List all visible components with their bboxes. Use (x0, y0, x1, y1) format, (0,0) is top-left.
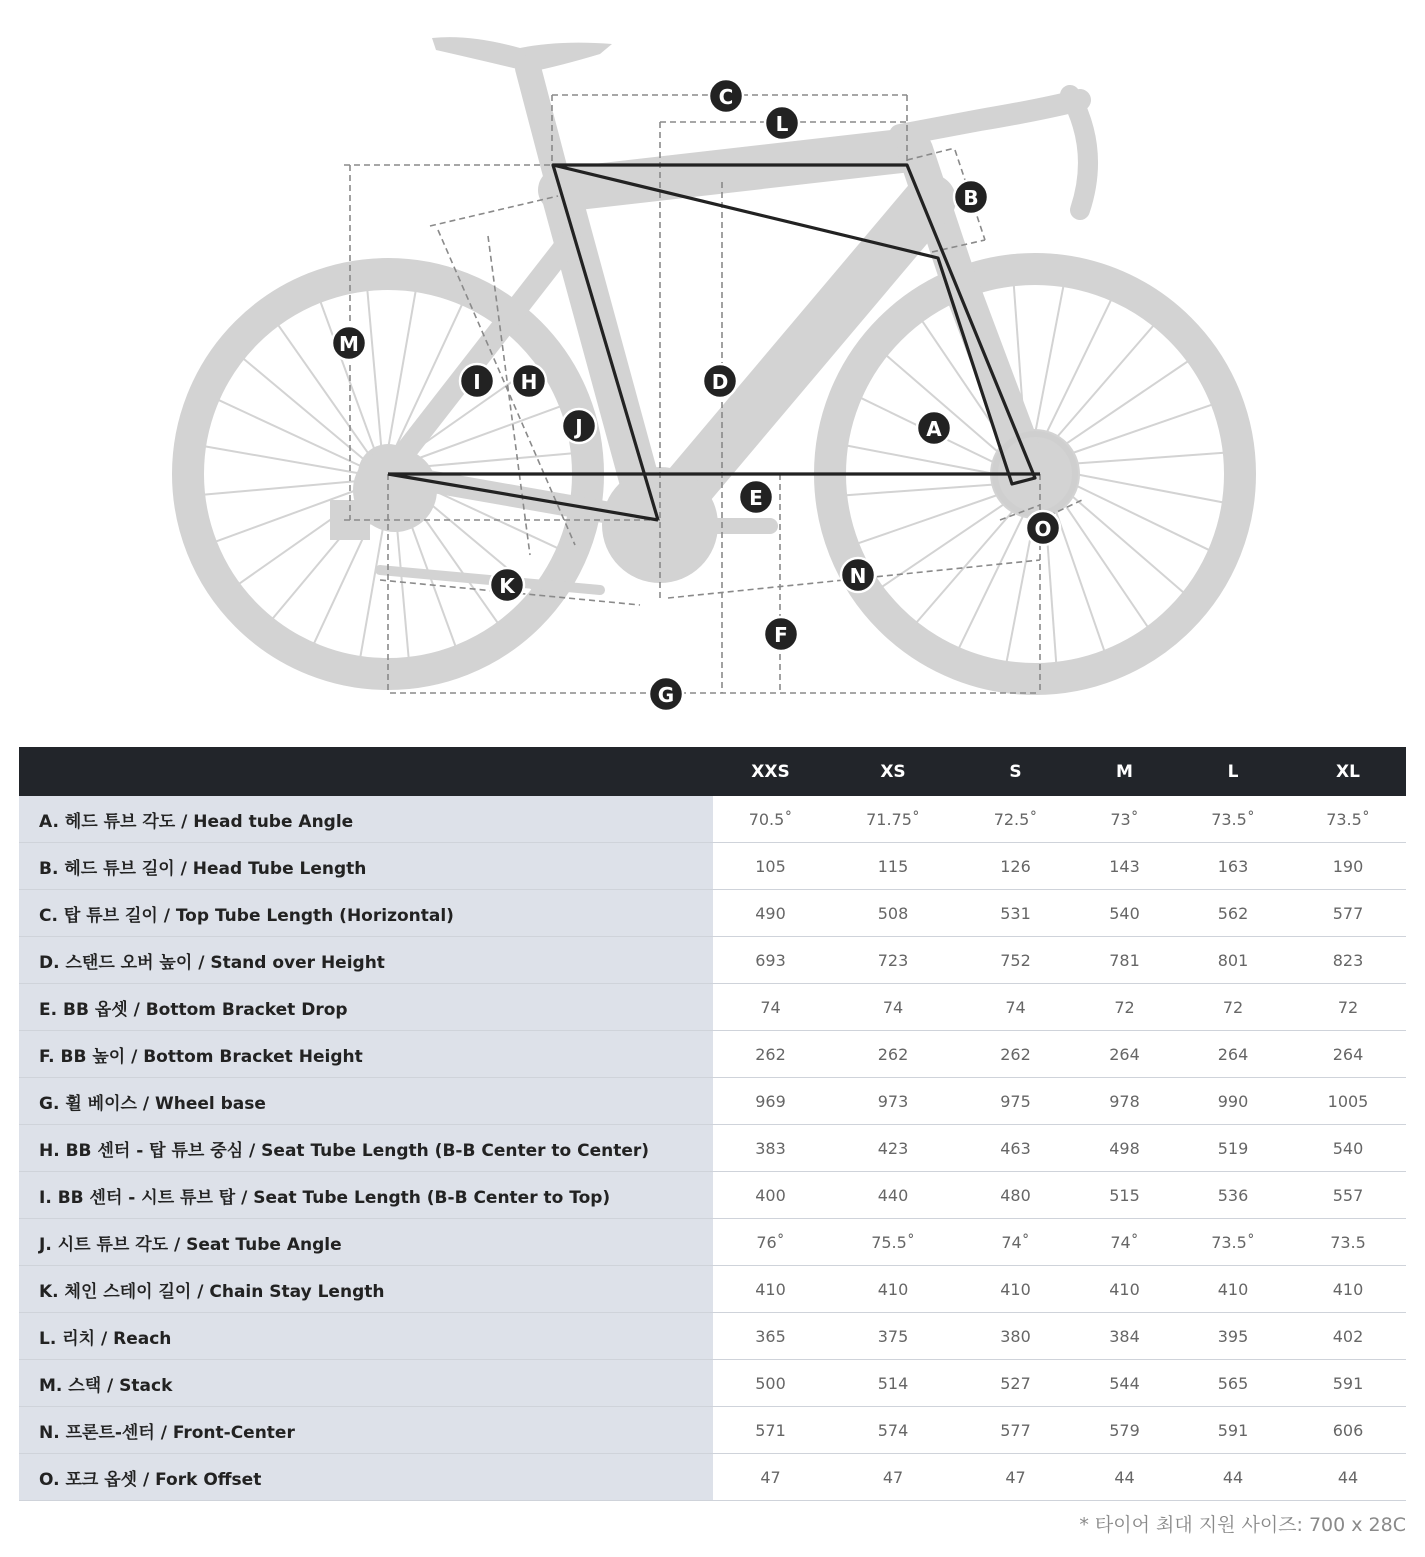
table-row (19, 1031, 1406, 1078)
size-header-l: L (1176, 747, 1290, 796)
label-m (332, 326, 366, 360)
size-header-xxs: XXS (713, 747, 828, 796)
label-j (562, 409, 596, 443)
row-label: N. 프론트-센터 / Front-Center (19, 1407, 713, 1454)
cell-xs: 115 (828, 843, 958, 890)
table-row (19, 1313, 1406, 1360)
cell-l: 73.5˚ (1176, 1219, 1290, 1266)
cell-s: 72.5˚ (958, 796, 1073, 843)
row-label: I. BB 센터 - 시트 튜브 탑 / Seat Tube Length (B-B Center to Top) (19, 1172, 713, 1219)
cell-s: 47 (958, 1454, 1073, 1501)
cell-s: 262 (958, 1031, 1073, 1078)
table-row (19, 984, 1406, 1031)
svg-text:B: B (963, 186, 979, 210)
cell-s: 410 (958, 1266, 1073, 1313)
cell-s: 74 (958, 984, 1073, 1031)
table-row (19, 1454, 1406, 1501)
cell-xxs: 400 (713, 1172, 828, 1219)
row-label: F. BB 높이 / Bottom Bracket Height (19, 1031, 713, 1078)
table-row (19, 1360, 1406, 1407)
label-h (512, 364, 546, 398)
cell-m: 74˚ (1073, 1219, 1176, 1266)
size-header-s: S (958, 747, 1073, 796)
cell-m: 515 (1073, 1172, 1176, 1219)
cell-s: 752 (958, 937, 1073, 984)
cell-l: 410 (1176, 1266, 1290, 1313)
table-row (19, 1172, 1406, 1219)
cell-s: 577 (958, 1407, 1073, 1454)
row-label: K. 체인 스테이 길이 / Chain Stay Length (19, 1266, 713, 1313)
cell-xl: 44 (1290, 1454, 1406, 1501)
svg-text:L: L (775, 112, 789, 136)
cell-l: 536 (1176, 1172, 1290, 1219)
bike-geometry-diagram (0, 0, 1425, 730)
cell-xl: 73.5˚ (1290, 796, 1406, 843)
cell-xs: 423 (828, 1125, 958, 1172)
cell-xxs: 571 (713, 1407, 828, 1454)
cell-m: 410 (1073, 1266, 1176, 1313)
size-header-m: M (1073, 747, 1176, 796)
svg-text:G: G (657, 683, 675, 707)
row-label: G. 휠 베이스 / Wheel base (19, 1078, 713, 1125)
table-row (19, 890, 1406, 937)
cell-xl: 190 (1290, 843, 1406, 890)
svg-text:E: E (749, 486, 763, 510)
cell-xxs: 383 (713, 1125, 828, 1172)
cell-s: 531 (958, 890, 1073, 937)
cell-xs: 262 (828, 1031, 958, 1078)
label-l (765, 106, 799, 140)
cell-s: 74˚ (958, 1219, 1073, 1266)
label-n (841, 558, 875, 592)
cell-s: 527 (958, 1360, 1073, 1407)
row-label: E. BB 옵셋 / Bottom Bracket Drop (19, 984, 713, 1031)
svg-text:I: I (473, 370, 481, 394)
cell-xxs: 410 (713, 1266, 828, 1313)
svg-text:F: F (774, 623, 788, 647)
table-row (19, 1078, 1406, 1125)
cell-xxs: 47 (713, 1454, 828, 1501)
cell-xs: 574 (828, 1407, 958, 1454)
cell-xl: 540 (1290, 1125, 1406, 1172)
cell-m: 498 (1073, 1125, 1176, 1172)
cell-m: 143 (1073, 843, 1176, 890)
cell-m: 73˚ (1073, 796, 1176, 843)
cell-l: 591 (1176, 1407, 1290, 1454)
cell-l: 801 (1176, 937, 1290, 984)
svg-text:N: N (849, 564, 867, 588)
bike-silhouette (330, 37, 1088, 590)
cell-m: 781 (1073, 937, 1176, 984)
cell-l: 73.5˚ (1176, 796, 1290, 843)
size-header-xs: XS (828, 747, 958, 796)
cell-xs: 75.5˚ (828, 1219, 958, 1266)
cell-xxs: 105 (713, 843, 828, 890)
cell-xl: 264 (1290, 1031, 1406, 1078)
cell-m: 579 (1073, 1407, 1176, 1454)
cell-m: 264 (1073, 1031, 1176, 1078)
cell-s: 480 (958, 1172, 1073, 1219)
size-header-xl: XL (1290, 747, 1406, 796)
row-label: B. 헤드 튜브 길이 / Head Tube Length (19, 843, 713, 890)
cell-xs: 973 (828, 1078, 958, 1125)
svg-text:O: O (1034, 517, 1052, 541)
cell-xl: 823 (1290, 937, 1406, 984)
row-label: O. 포크 옵셋 / Fork Offset (19, 1454, 713, 1501)
label-k (490, 568, 524, 602)
label-o (1026, 511, 1060, 545)
row-label: D. 스탠드 오버 높이 / Stand over Height (19, 937, 713, 984)
cell-s: 380 (958, 1313, 1073, 1360)
row-label: J. 시트 튜브 각도 / Seat Tube Angle (19, 1219, 713, 1266)
svg-text:M: M (339, 332, 359, 356)
row-label: M. 스택 / Stack (19, 1360, 713, 1407)
table-row (19, 1125, 1406, 1172)
cell-xs: 723 (828, 937, 958, 984)
cell-xl: 73.5 (1290, 1219, 1406, 1266)
row-label: H. BB 센터 - 탑 튜브 중심 / Seat Tube Length (B-B Center to Center) (19, 1125, 713, 1172)
svg-text:K: K (499, 574, 515, 598)
table-row (19, 937, 1406, 984)
cell-l: 562 (1176, 890, 1290, 937)
row-label: A. 헤드 튜브 각도 / Head tube Angle (19, 796, 713, 843)
cell-xs: 410 (828, 1266, 958, 1313)
cell-xl: 606 (1290, 1407, 1406, 1454)
tire-size-footnote: * 타이어 최대 지원 사이즈: 700 x 28C (1079, 1514, 1406, 1536)
label-b (954, 180, 988, 214)
cell-m: 72 (1073, 984, 1176, 1031)
size-header-row (19, 747, 1406, 796)
svg-text:H: H (520, 370, 538, 394)
cell-xxs: 693 (713, 937, 828, 984)
cell-l: 44 (1176, 1454, 1290, 1501)
cell-m: 44 (1073, 1454, 1176, 1501)
row-label: L. 리치 / Reach (19, 1313, 713, 1360)
table-row (19, 843, 1406, 890)
cell-s: 975 (958, 1078, 1073, 1125)
cell-xl: 591 (1290, 1360, 1406, 1407)
table-row (19, 1407, 1406, 1454)
cell-m: 978 (1073, 1078, 1176, 1125)
geometry-table (19, 747, 1406, 1501)
cell-xl: 1005 (1290, 1078, 1406, 1125)
cell-xxs: 365 (713, 1313, 828, 1360)
cell-xxs: 969 (713, 1078, 828, 1125)
label-c (709, 79, 743, 113)
cell-l: 990 (1176, 1078, 1290, 1125)
label-f (764, 617, 798, 651)
cell-l: 72 (1176, 984, 1290, 1031)
label-a (917, 411, 951, 445)
cell-xxs: 70.5˚ (713, 796, 828, 843)
cell-xxs: 262 (713, 1031, 828, 1078)
cell-l: 163 (1176, 843, 1290, 890)
cell-xs: 514 (828, 1360, 958, 1407)
cell-s: 463 (958, 1125, 1073, 1172)
label-g (649, 677, 683, 711)
cell-xl: 577 (1290, 890, 1406, 937)
svg-text:J: J (575, 415, 583, 439)
cell-xxs: 74 (713, 984, 828, 1031)
label-e (739, 480, 773, 514)
cell-m: 384 (1073, 1313, 1176, 1360)
cell-l: 264 (1176, 1031, 1290, 1078)
cell-xs: 47 (828, 1454, 958, 1501)
cell-xxs: 500 (713, 1360, 828, 1407)
svg-text:A: A (926, 417, 942, 441)
header-empty-cell (19, 747, 713, 796)
cell-xs: 508 (828, 890, 958, 937)
cell-xs: 71.75˚ (828, 796, 958, 843)
cell-xl: 410 (1290, 1266, 1406, 1313)
cell-xl: 402 (1290, 1313, 1406, 1360)
cell-m: 544 (1073, 1360, 1176, 1407)
cell-m: 540 (1073, 890, 1176, 937)
svg-text:C: C (718, 85, 734, 109)
cell-l: 519 (1176, 1125, 1290, 1172)
cell-s: 126 (958, 843, 1073, 890)
cell-xxs: 490 (713, 890, 828, 937)
cell-xxs: 76˚ (713, 1219, 828, 1266)
cell-xl: 557 (1290, 1172, 1406, 1219)
cell-xs: 74 (828, 984, 958, 1031)
cell-xs: 440 (828, 1172, 958, 1219)
cell-xl: 72 (1290, 984, 1406, 1031)
label-i (460, 364, 494, 398)
table-row (19, 1219, 1406, 1266)
table-row (19, 1266, 1406, 1313)
label-d (703, 364, 737, 398)
cell-l: 395 (1176, 1313, 1290, 1360)
svg-text:D: D (711, 370, 729, 394)
cell-l: 565 (1176, 1360, 1290, 1407)
table-row (19, 796, 1406, 843)
cell-xs: 375 (828, 1313, 958, 1360)
row-label: C. 탑 튜브 길이 / Top Tube Length (Horizontal) (19, 890, 713, 937)
